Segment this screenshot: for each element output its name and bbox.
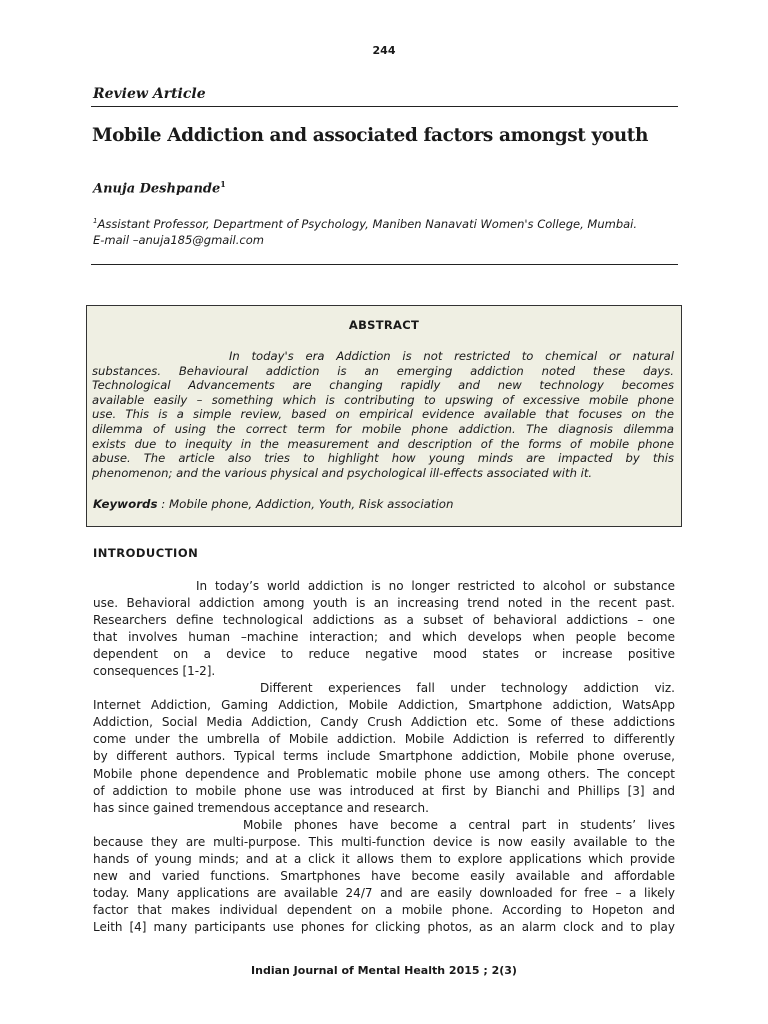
abstract-line: Technological Advancements are changing rapidly and new technology becomes — [92, 378, 674, 393]
body-line: Leith [4] many participants use phones for clicking photos, as an alarm clock and to play — [93, 919, 675, 934]
page-number: 244 — [372, 44, 396, 57]
body-line: use. Behavioral addiction among youth is an increasing trend noted in the recent past. — [93, 596, 675, 611]
abstract-line: phenomenon; and the various physical and psychological ill-effects associated with it. — [92, 465, 593, 480]
header-divider — [91, 106, 678, 107]
affiliation-superscript: 1 — [93, 217, 98, 225]
article-type-label: Review Article — [93, 86, 206, 102]
body-line: Different experiences fall under technology addiction viz. — [260, 681, 675, 696]
keywords-label: Keywords — [93, 497, 158, 511]
body-line: because they are multi-purpose. This multi-function device is now easily available to the — [93, 834, 675, 849]
body-line: consequences [1-2]. — [93, 664, 216, 679]
body-line: has since gained tremendous acceptance and research. — [93, 800, 429, 815]
abstract-line: use. This is a simple review, based on empirical evidence available that focuses on the — [92, 407, 674, 422]
body-line: of addiction to mobile phone use was introduced at first by Bianchi and Phillips [3] and — [93, 783, 675, 798]
body-line: Mobile phone dependence and Problematic mobile phone use among others. The concept — [93, 766, 675, 781]
body-line: Addiction, Social Media Addiction, Candy Crush Addiction etc. Some of these addictions — [93, 715, 675, 730]
body-line: new and varied functions. Smartphones have become easily available and affordable — [93, 868, 675, 883]
body-line: dependent on a device to reduce negative mood states or increase positive — [93, 647, 675, 662]
keywords-line — [93, 497, 453, 511]
abstract-line: dilemma of using the correct term for mobile phone addiction. The diagnosis dilemma — [92, 421, 674, 436]
introduction-heading: INTRODUCTION — [93, 546, 199, 560]
body-line: by different authors. Typical terms include Smartphone addiction, Mobile phone overuse, — [93, 749, 675, 764]
body-line: In today’s world addiction is no longer restricted to alcohol or substance — [196, 579, 675, 593]
author-email[interactable]: E-mail –anuja185@gmail.com — [93, 232, 264, 247]
abstract-line: available easily – something which is contributing to upswing of excessive mobile phone — [92, 392, 674, 407]
author-name: Anuja Deshpande — [93, 181, 221, 197]
keywords-list: : Mobile phone, Addiction, Youth, Risk association — [157, 497, 454, 511]
abstract-body — [92, 349, 674, 480]
body-line: today. Many applications are available 24/7 and are easily downloaded for free – a likely — [93, 885, 675, 900]
affiliation-block — [93, 213, 637, 248]
abstract-line: In today's era Addiction is not restricted to chemical or natural — [229, 349, 674, 363]
body-line: hands of young minds; and at a click it allows them to explore applications which provide — [93, 851, 675, 866]
journal-footer: Indian Journal of Mental Health 2015 ; 2(3) — [251, 964, 517, 977]
abstract-line: substances. Behavioural addiction is an emerging addiction noted these days. — [92, 363, 674, 378]
body-line: Mobile phones have become a central part in students’ lives — [243, 817, 675, 832]
affiliation-text: Assistant Professor, Department of Psychology, Maniben Nanavati Women's College, Mumbai. — [97, 216, 638, 231]
author-superscript: 1 — [220, 179, 226, 189]
affiliation-line — [93, 213, 637, 232]
body-line: Internet Addiction, Gaming Addiction, Mobile Addiction, Smartphone addiction, WatsApp — [93, 698, 675, 713]
author-line — [93, 179, 226, 196]
body-line: Researchers define technological addictions as a subset of behavioral addictions – one — [93, 613, 675, 628]
article-title: Mobile Addiction and associated factors amongst youth — [92, 125, 649, 146]
abstract-heading: ABSTRACT — [348, 318, 420, 332]
abstract-line: abuse. The article also tries to highlight how young minds are impacted by this — [92, 451, 674, 466]
affiliation-divider — [91, 264, 678, 265]
body-line: come under the umbrella of Mobile addiction. Mobile Addiction is referred to differently — [93, 732, 675, 747]
body-line: that involves human –machine interaction; and which develops when people become — [93, 630, 675, 645]
introduction-body — [93, 578, 675, 936]
abstract-line: exists due to inequity in the measurement and description of the forms of mobile phone — [92, 436, 674, 451]
body-line: factor that makes individual dependent on a mobile phone. According to Hopeton and — [93, 902, 675, 917]
